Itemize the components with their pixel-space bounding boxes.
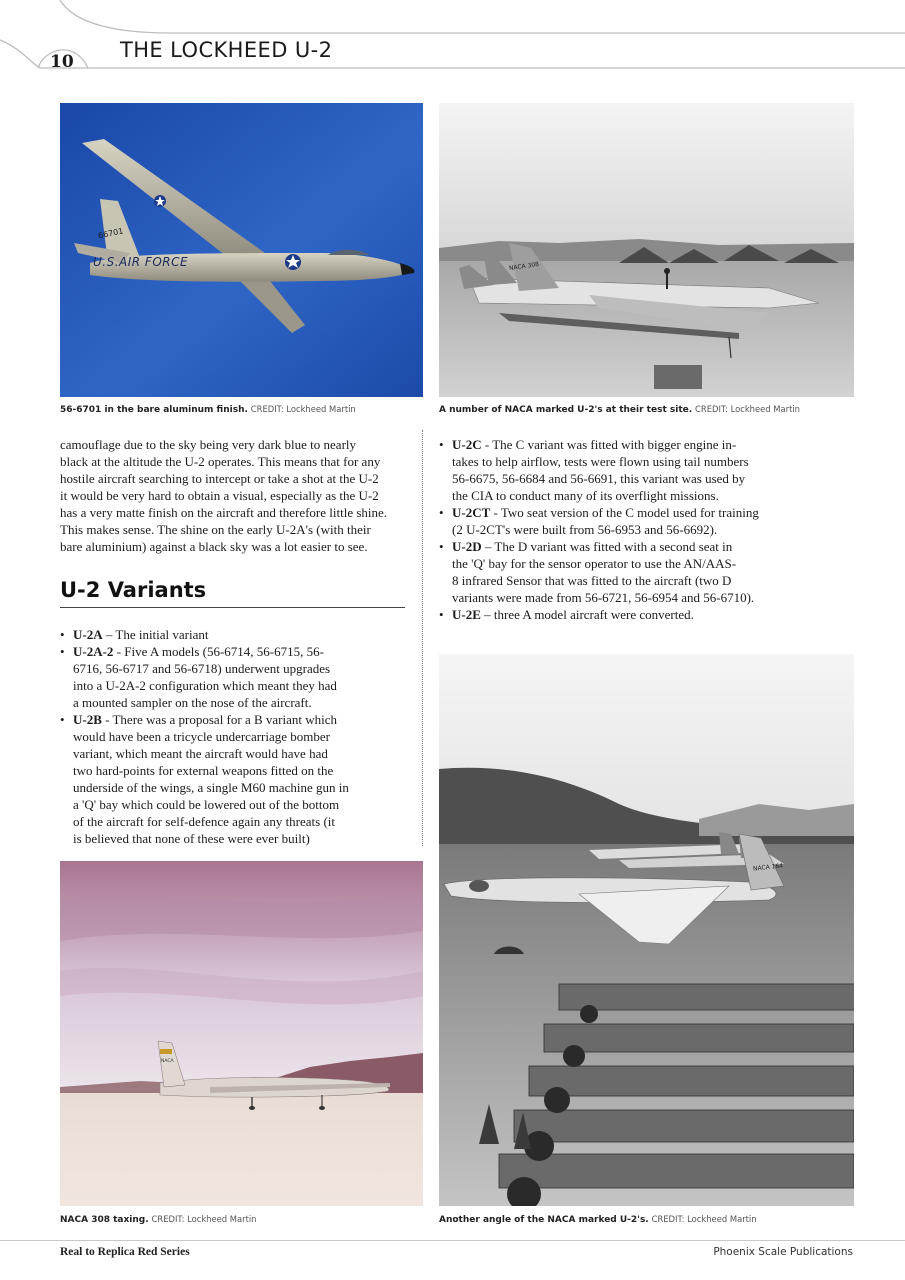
variant-item-u2e <box>439 606 854 623</box>
variant-item-u2b <box>60 711 405 847</box>
variant-line: the 'Q' bay for the sensor operator to use the AN/AAS- <box>452 556 737 571</box>
column-divider <box>422 430 423 846</box>
variant-line: 56-6675, 56-6684 and 56-6691, this variant was used by <box>452 471 746 486</box>
variant-line: would have been a tricycle undercarriage bomber <box>73 729 330 744</box>
variant-line: 6716, 56-6717 and 56-6718) underwent upgrades <box>73 661 331 676</box>
footer-rule <box>0 1240 905 1241</box>
variant-line: • U-2CT - Two seat version of the C model used for training <box>452 505 759 520</box>
variant-name: U-2B <box>73 712 102 727</box>
intro-line: black at the altitude the U-2 operates. This means that for any <box>60 454 381 469</box>
variant-item-u2a-2 <box>60 643 405 711</box>
caption-credit: CREDIT: Lockheed Martin <box>651 1214 757 1224</box>
caption-title: Another angle of the NACA marked U-2's. <box>439 1215 649 1225</box>
photo-u2-in-flight <box>60 103 423 397</box>
tail-number-text: 66701 <box>97 226 125 241</box>
variant-line: • U-2A-2 - Five A models (56-6714, 56-6715, 56- <box>73 644 324 659</box>
variant-line: • U-2B - There was a proposal for a B variant which <box>73 712 338 727</box>
intro-paragraph <box>60 436 405 555</box>
variant-line: two hard-points for external weapons fitted on the <box>73 763 334 778</box>
variants-list-left <box>60 626 405 847</box>
caption-credit: CREDIT: Lockheed Martin <box>151 1214 257 1224</box>
variant-line: variant, which meant the aircraft would have had <box>73 746 328 761</box>
fuselage-text: U.S.AIR FORCE <box>93 255 189 269</box>
caption-photo-4 <box>439 1214 757 1225</box>
caption-title: NACA 308 taxing. <box>60 1215 149 1225</box>
page-number: 10 <box>50 52 74 72</box>
photo-naca-308-taxiing <box>60 861 423 1206</box>
variant-line: • U-2C - The C variant was fitted with bigger engine in- <box>452 437 737 452</box>
intro-line: it would be very hard to obtain a visual, especially as the U-2 <box>60 488 379 503</box>
footer-series-title: Real to Replica Red Series <box>60 1246 190 1258</box>
variant-line: into a U-2A-2 configuration which meant they had <box>73 678 337 693</box>
intro-line: hostile aircraft searching to intercept or take a shot at the U-2 <box>60 471 379 486</box>
variant-line: • U-2D – The D variant was fitted with a second seat in <box>452 539 733 554</box>
caption-photo-2 <box>439 404 800 415</box>
intro-line: has a very matte finish on the aircraft and therefore little shine. <box>60 505 388 520</box>
caption-photo-3 <box>60 1214 257 1225</box>
variant-item-u2ct <box>439 504 854 538</box>
section-heading: U-2 Variants <box>60 578 207 602</box>
variant-line: a 'Q' bay which could be lowered out of the bottom <box>73 797 340 812</box>
variant-line: takes to help airflow, tests were flown using tail numbers <box>452 454 749 469</box>
page-title: THE LOCKHEED U-2 <box>120 38 333 62</box>
variant-name: U-2A <box>73 627 103 642</box>
variant-item-u2a <box>60 626 405 643</box>
heading-underline <box>60 607 405 608</box>
variant-line: is believed that none of these were ever built) <box>73 831 310 846</box>
photo-naca-flight-line <box>439 654 854 1206</box>
variant-line: underside of the wings, a single M60 machine gun in <box>73 780 349 795</box>
variant-name: U-2D <box>452 539 482 554</box>
intro-line: bare aluminium) against a black sky was a lot easier to see. <box>60 539 368 554</box>
caption-photo-1 <box>60 404 356 415</box>
tail-marking-text: NACA <box>161 1059 174 1064</box>
caption-credit: CREDIT: Lockheed Martin <box>695 404 800 414</box>
caption-title: A number of NACA marked U-2's at their test site. <box>439 405 693 415</box>
variant-line: • U-2E – three A model aircraft were converted. <box>452 607 694 622</box>
variant-item-u2c <box>439 436 854 504</box>
caption-credit: CREDIT: Lockheed Martin <box>250 404 356 414</box>
variant-line: variants were made from 56-6721, 56-6954 and 56-6710). <box>452 590 755 605</box>
variant-line: • U-2A – The initial variant <box>73 627 209 642</box>
variant-name: U-2CT <box>452 505 491 520</box>
variant-line: 8 infrared Sensor that was fitted to the aircraft (two D <box>452 573 732 588</box>
variant-line: of the aircraft for self-defence again any threats (it <box>73 814 336 829</box>
variant-name: U-2E <box>452 607 481 622</box>
tail-marking-text: NACA 308 <box>508 260 540 273</box>
variant-line: a mounted sampler on the nose of the aircraft. <box>73 695 312 710</box>
variants-list-right <box>439 436 854 623</box>
caption-title: 56-6701 in the bare aluminum finish. <box>60 405 248 415</box>
footer-publisher: Phoenix Scale Publications <box>713 1246 853 1258</box>
variant-line: (2 U-2CT's were built from 56-6953 and 56-6692). <box>452 522 718 537</box>
variant-name: U-2C <box>452 437 482 452</box>
intro-line: camouflage due to the sky being very dark blue to nearly <box>60 437 357 452</box>
variant-item-u2d <box>439 538 854 606</box>
intro-line: This makes sense. The shine on the early U-2A's (with their <box>60 522 371 537</box>
photo-naca-test-site <box>439 103 854 397</box>
tail-marking-text: NACA 164 <box>752 862 784 873</box>
variant-name: U-2A-2 <box>73 644 114 659</box>
variant-line: the CIA to conduct many of its overflight missions. <box>452 488 719 503</box>
